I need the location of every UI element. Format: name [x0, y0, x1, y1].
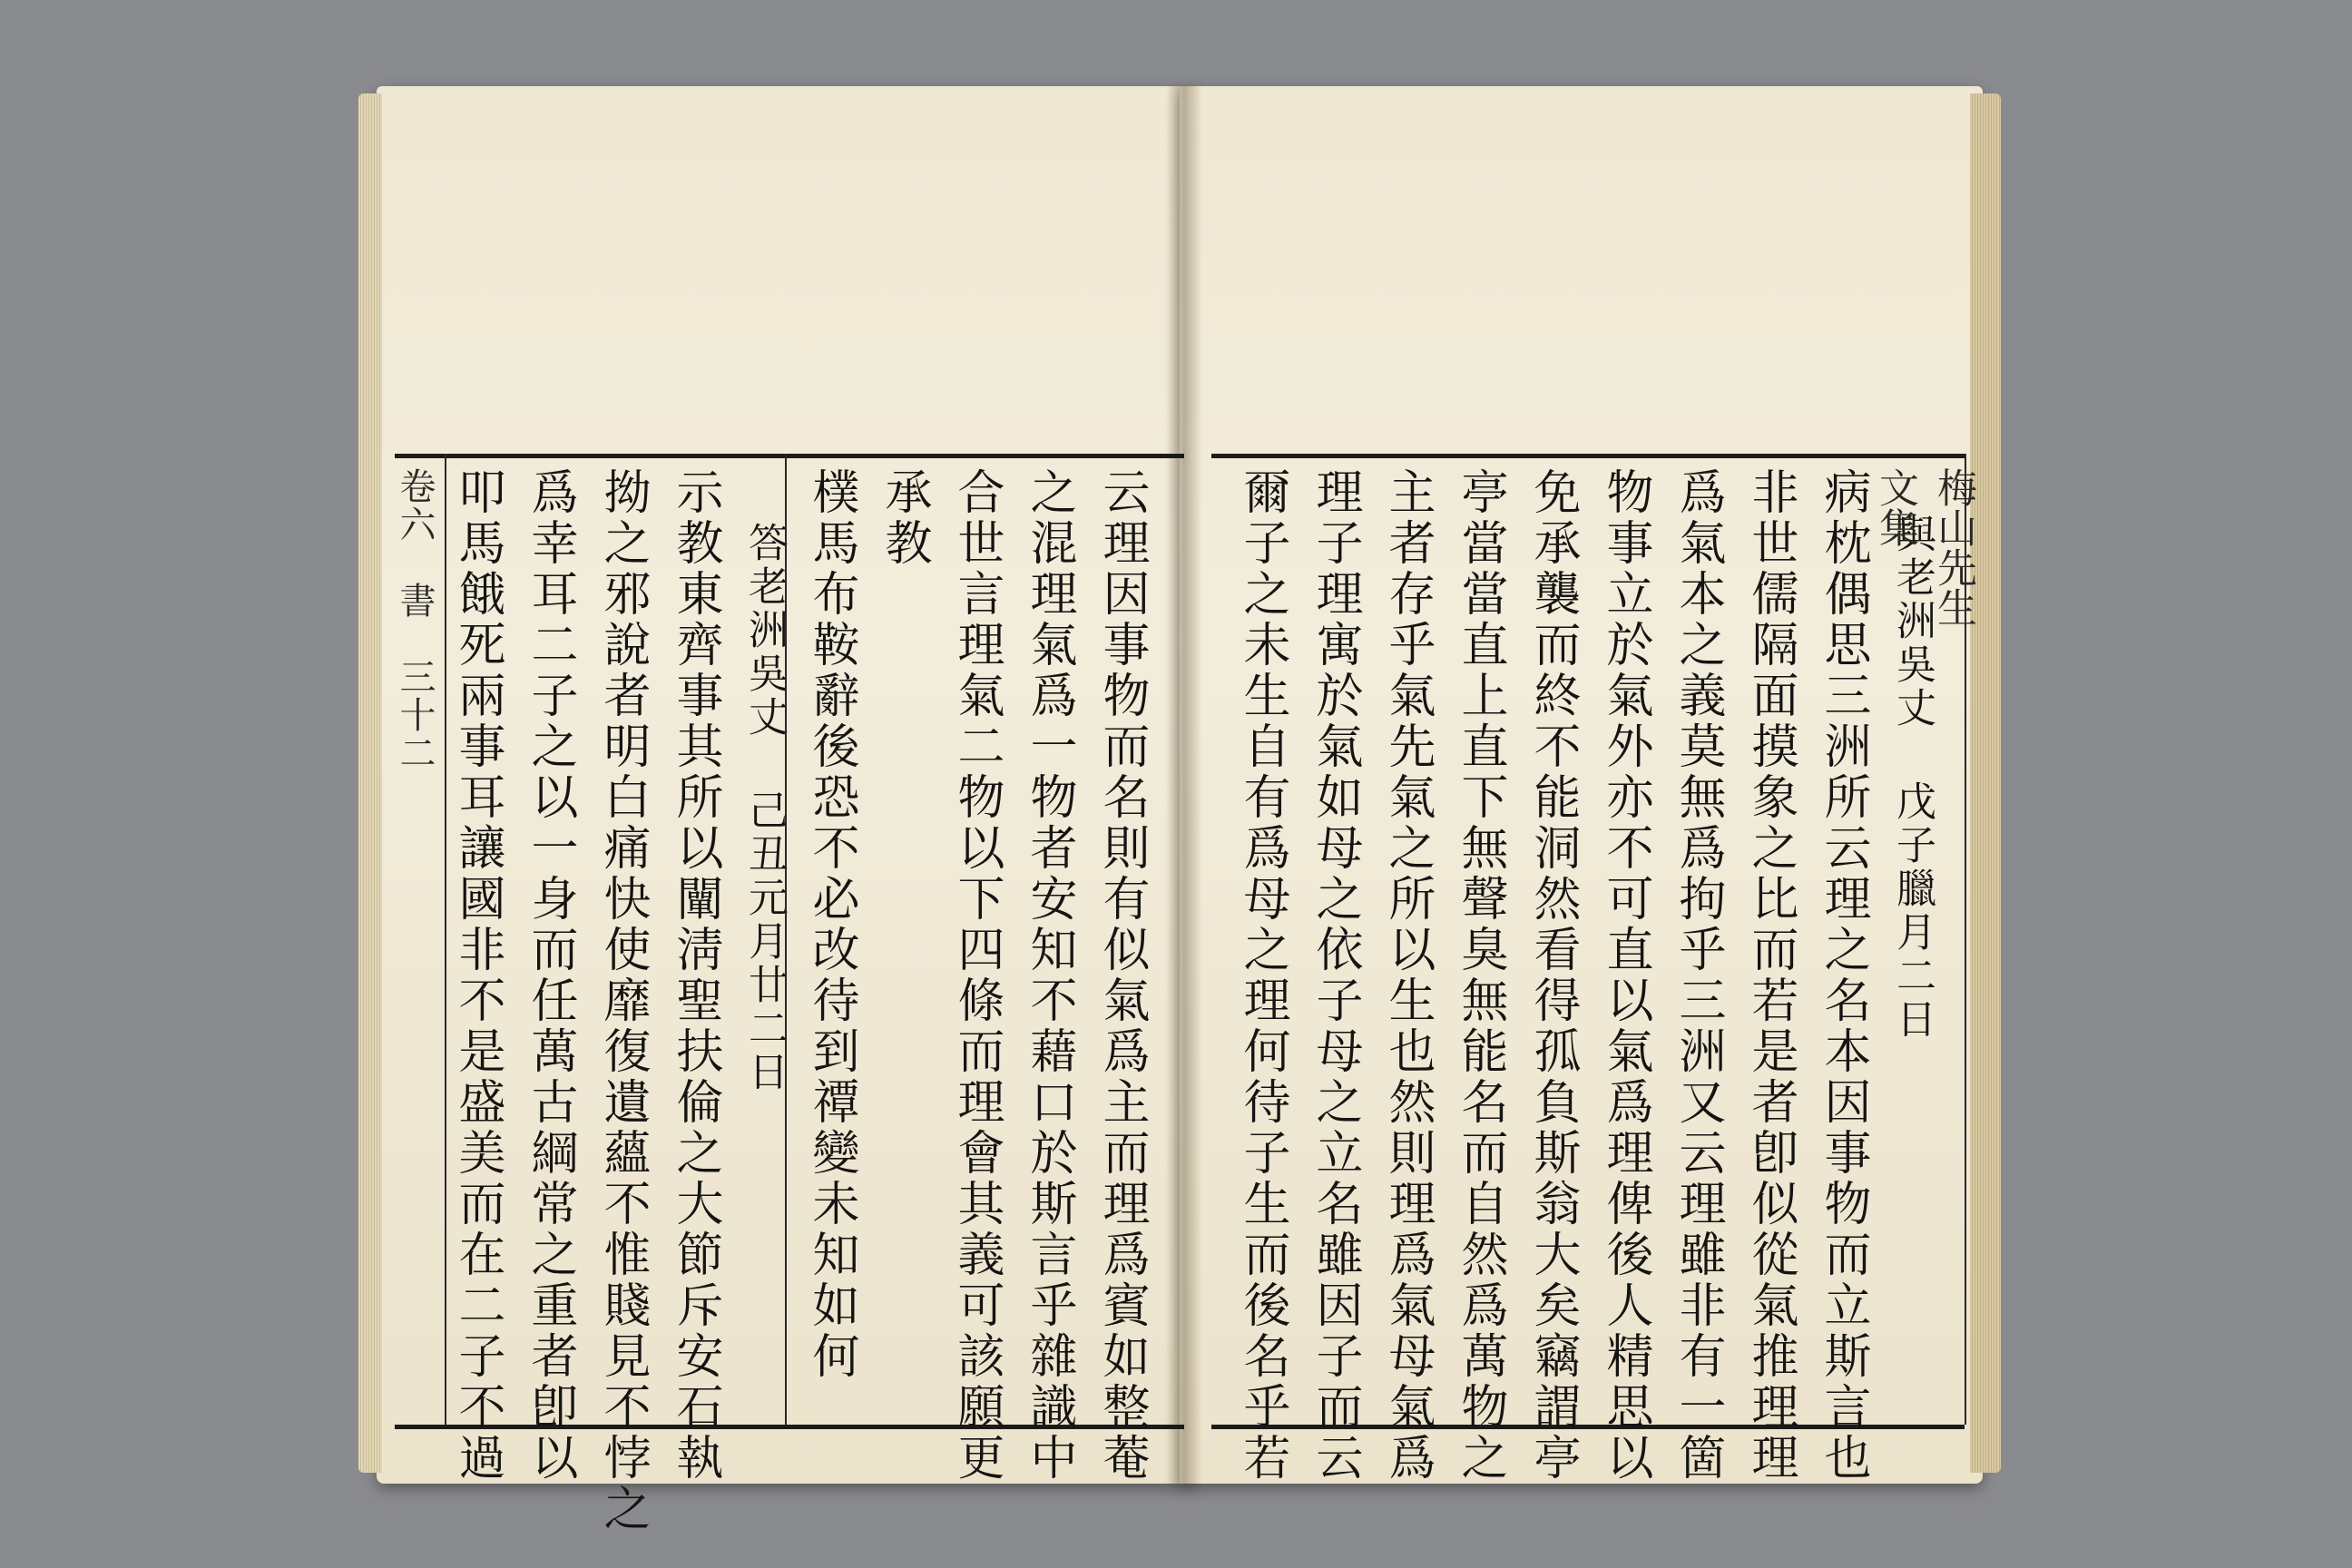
left-column-8: 拗之邪說者明白痛快使靡復遺蘊不惟賤見不悖之 [595, 467, 650, 1534]
right-margin-label: 梅山先生文集 [1872, 467, 1976, 627]
right-column-1-heading: 與老洲吳丈 戊子臘月二日 [1889, 513, 1936, 1042]
left-column-rule [785, 454, 787, 1425]
right-column-9: 理子理寓於氣如母之依子母之立名雖因子而云 [1308, 467, 1362, 1484]
left-column-2: 之混理氣爲一物者安知不藉口於斯言乎雜識中 [1022, 467, 1076, 1484]
right-column-5: 物事立於氣外亦不可直以氣爲理俾後人精思以 [1598, 467, 1652, 1484]
left-column-5: 樸馬布鞍辭後恐不必改待到禫變未知如何 [804, 467, 858, 1382]
right-column-2: 病枕偶思三洲所云理之名本因事物而立斯言也 [1816, 467, 1870, 1484]
left-margin-label: 卷六 書 三十二 [394, 467, 436, 772]
right-column-10: 爾子之未生自有爲母之理何待子生而後名乎若 [1235, 467, 1289, 1484]
right-page-edges [1970, 93, 2001, 1473]
right-column-6: 免承襲而終不能洞然看得孤負斯翁大矣竊謂亭 [1525, 467, 1580, 1484]
open-book [358, 86, 2001, 1534]
left-column-3: 合世言理氣二物以下四條而理會其義可該願更 [949, 467, 1004, 1484]
left-margin-rule [445, 454, 446, 1425]
left-column-9: 爲幸耳二子之以一身而任萬古綱常之重者卽以 [523, 467, 577, 1484]
right-column-7: 亭當當直上直下無聲臭無能名而自然爲萬物之 [1453, 467, 1507, 1484]
right-column-3: 非世儒隔面摸象之比而若是者卽似從氣推理理 [1743, 467, 1798, 1484]
right-column-8: 主者存乎氣先氣之所以生也然則理爲氣母氣爲 [1380, 467, 1435, 1484]
left-column-4: 承教 [877, 467, 931, 569]
right-column-4: 爲氣本之義莫無爲拘乎三洲又云理雖非有一箇 [1671, 467, 1725, 1484]
left-column-1: 云理因事物而名則有似氣爲主而理爲賓如整菴 [1094, 467, 1149, 1484]
left-column-10: 叩馬餓死兩事耳讓國非不是盛美而在二子不過 [450, 467, 505, 1484]
left-page-edges [358, 93, 382, 1473]
left-column-6-heading: 答老洲吳丈 己丑元月廿二日 [741, 522, 788, 1094]
left-column-7: 示教東齊事其所以闡淸聖扶倫之大節斥安石執 [668, 467, 722, 1484]
